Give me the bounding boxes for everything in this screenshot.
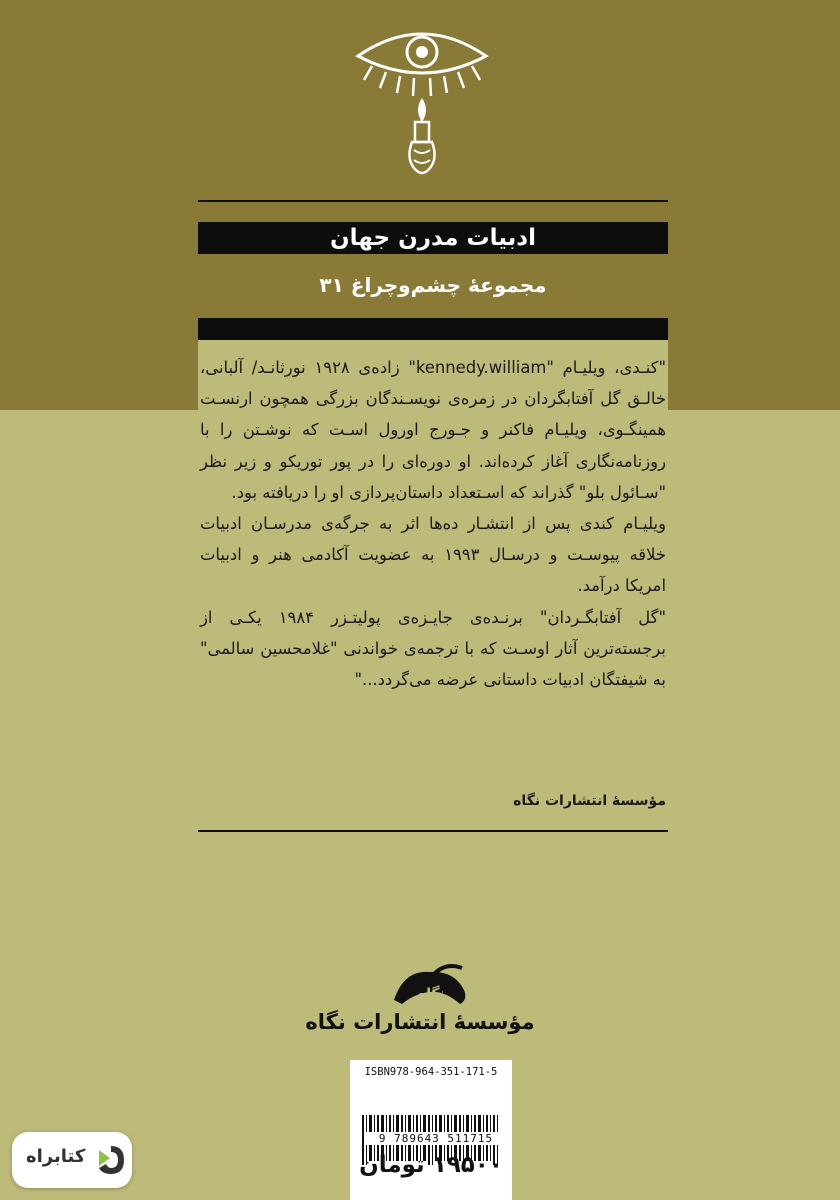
eye-candle-emblem [352,18,492,193]
blurb-paragraph-3: "گل آفتابگـردان" برنـده‌ی جایـزه‌ی پولیتـزر ۱۹۸۴ یکـی از برجسته‌ترین آثار اوسـت که با ترجمه‌ی خواندنی "غلامحسین سالمی" به شیفتگان ادبیات داستانی عرضه می‌گردد..." [200,607,666,690]
top-rule [198,200,668,202]
barcode-box [350,1060,512,1200]
series-subtitle: مجموعهٔ چشم‌وچراغ ۳۱ [319,273,547,297]
isbn-text: ISBN978-964-351-171-5 [364,1066,498,1078]
svg-text:نگاه: نگاه [418,986,445,1002]
negah-logo [384,960,474,1010]
publisher-credit: مؤسسهٔ انتشارات نگاه [513,793,666,809]
blurb-paragraph-2: ویلیـام کندی پس از انتشـار ده‌ها اثر به جرگه‌ی مدرسـان ادبیات خلاقه پیوسـت و درسـال ۱۹۹۳ به عضویت آکادمی هنر و ادبیات امریکا درآمد. [200,514,666,596]
ketabrah-watermark [12,1132,132,1188]
header-black-bar [198,318,668,342]
barcode-digits: 9 789643 511715 [366,1132,506,1145]
publisher-name: مؤسسهٔ انتشارات نگاه [305,1010,535,1034]
price: ۱۹۵۰۰ تومان [359,1152,503,1178]
ketabrah-logo-icon [96,1144,126,1176]
blurb-paragraph-1: "کنـدی، ویلیـام "kennedy.william" زاده‌ی ۱۹۲۸ نورثانـد/ آلبانی، خالـق گل آفتابگردان در زمره‌ی نویسـندگان بزرگی همچون ارنسـت همینگـوی، ویلیـام فاکنر و جـورج اورول اسـت که نوشـتن را با روزنامه‌نگاری آغاز کرده‌اند. او دوره‌ای را در پور توریکو و زیر نظر "سـائول بلو" گذراند که اسـتعداد داستان‌پردازی او را دریافته بود. [200,358,666,502]
ketabrah-label: کتابراه [26,1146,86,1167]
series-title: ادبیات مدرن جهان [198,222,668,254]
blurb-text [200,352,666,695]
bottom-rule [198,830,668,832]
